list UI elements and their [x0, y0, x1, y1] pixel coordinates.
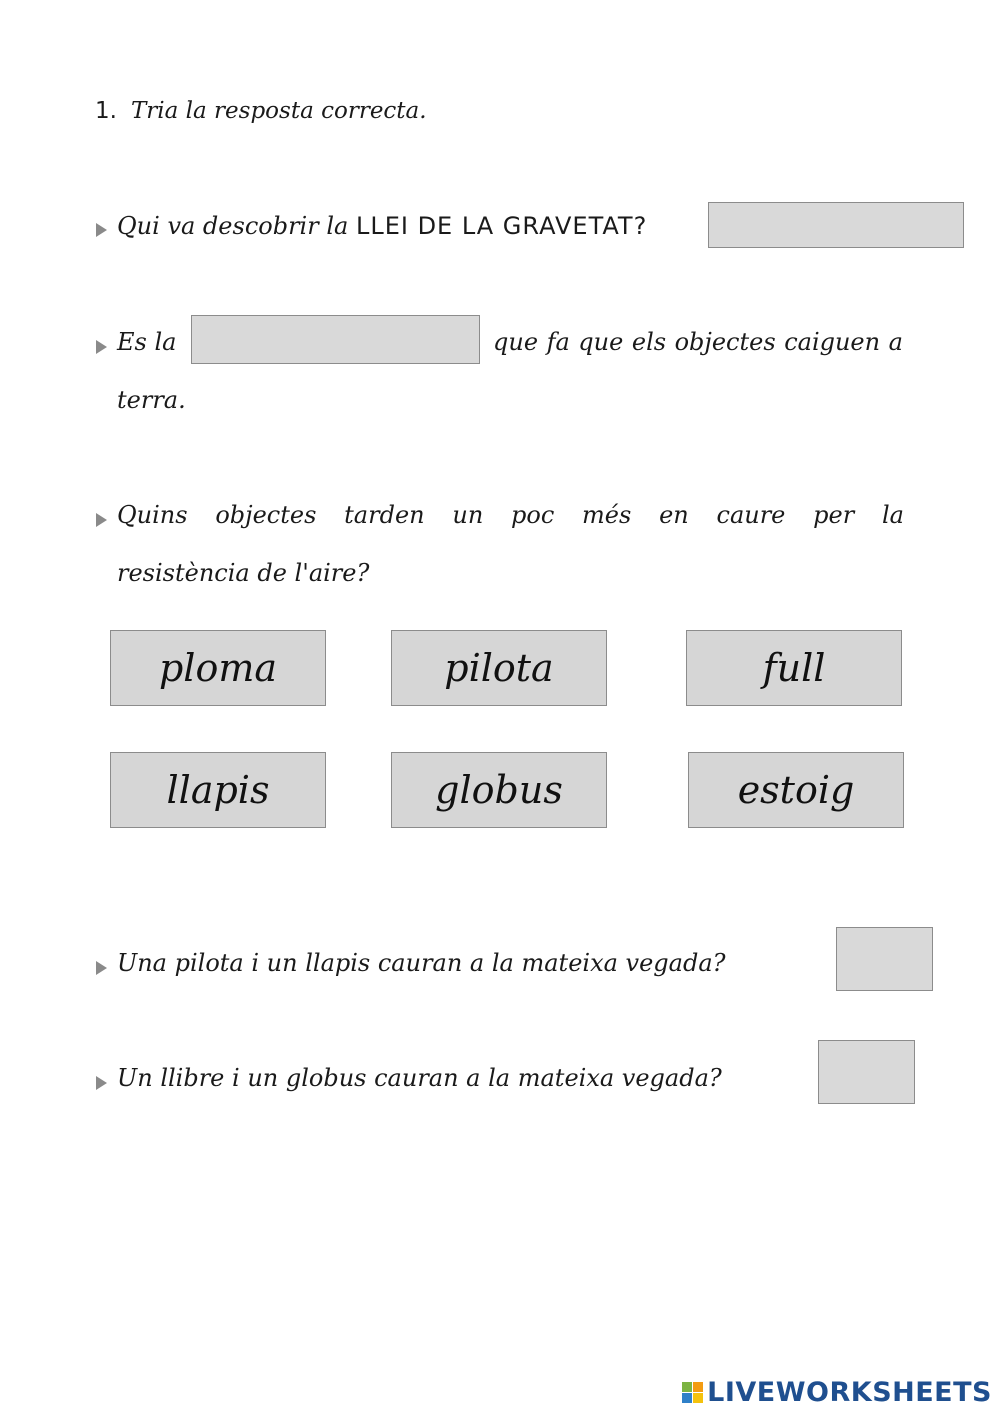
word: els	[631, 328, 667, 356]
question-1-keyword: LLEI DE LA GRAVETAT?	[355, 212, 648, 240]
word: objectes	[215, 501, 317, 529]
word: a	[888, 328, 903, 356]
word: caiguen	[784, 328, 881, 356]
instruction-number: 1.	[95, 98, 117, 124]
brand-name: LIVEWORKSHEETS	[707, 1377, 992, 1408]
word: que	[578, 328, 624, 356]
question-4-text: Una pilota i un llapis cauran a la mateixa vegada?	[117, 949, 726, 977]
option-card-globus[interactable]: globus	[391, 752, 607, 828]
question-1	[117, 212, 647, 240]
instruction	[95, 98, 427, 124]
question-2-start: Es la	[117, 328, 177, 356]
word: fa	[546, 328, 570, 356]
bullet-arrow-icon	[96, 223, 107, 237]
option-card-full[interactable]: full	[686, 630, 902, 706]
question-3-line-2: resistència de l'aire?	[117, 559, 370, 587]
bullet-arrow-icon	[96, 1076, 107, 1090]
word: la	[881, 501, 904, 529]
word: en	[659, 501, 689, 529]
option-card-pilota[interactable]: pilota	[391, 630, 607, 706]
liveworksheets-logo	[682, 1377, 992, 1408]
answer-box-2[interactable]	[191, 315, 480, 364]
bullet-arrow-icon	[96, 961, 107, 975]
question-2-line-2: terra.	[117, 386, 186, 414]
liveworksheets-icon	[682, 1382, 703, 1403]
bullet-arrow-icon	[96, 513, 107, 527]
word: objectes	[674, 328, 776, 356]
answer-box-5[interactable]	[818, 1040, 915, 1104]
word: poc	[511, 501, 555, 529]
word: caure	[716, 501, 786, 529]
word: tarden	[344, 501, 425, 529]
word: un	[452, 501, 484, 529]
option-card-llapis[interactable]: llapis	[110, 752, 326, 828]
word: més	[582, 501, 632, 529]
question-2-continuation	[493, 328, 903, 356]
bullet-arrow-icon	[96, 340, 107, 354]
instruction-text: Tria la resposta correcta.	[130, 98, 427, 124]
option-card-ploma[interactable]: ploma	[110, 630, 326, 706]
word: per	[813, 501, 855, 529]
option-card-estoig[interactable]: estoig	[688, 752, 904, 828]
question-1-text: Qui va descobrir la	[117, 212, 349, 240]
word: Quins	[117, 501, 188, 529]
question-5-text: Un llibre i un globus cauran a la mateixa vegada?	[117, 1064, 722, 1092]
answer-box-4[interactable]	[836, 927, 933, 991]
answer-box-1[interactable]	[708, 202, 964, 248]
word: que	[493, 328, 539, 356]
question-3-line-1	[117, 501, 904, 529]
